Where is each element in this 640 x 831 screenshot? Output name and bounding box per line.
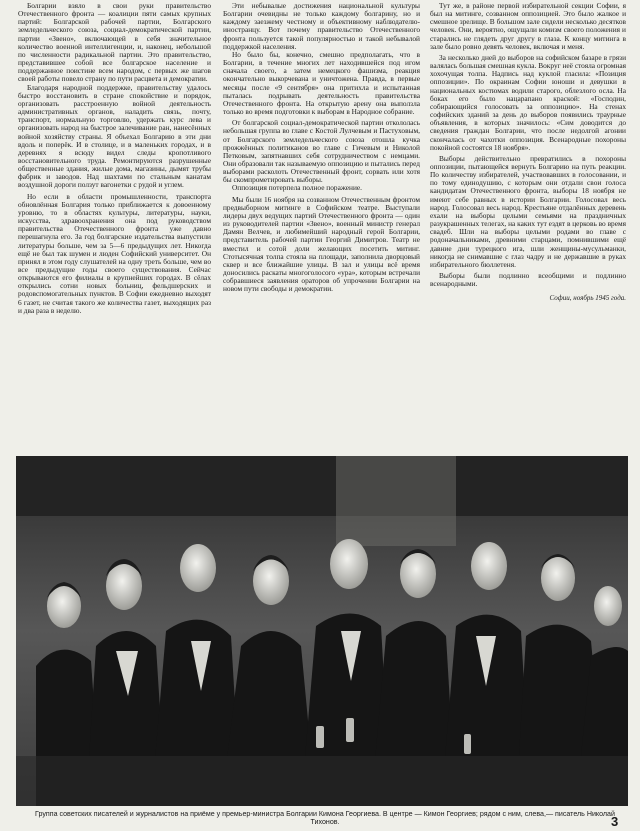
- paragraph: Но если в области промышленности, транспорта обновлённая Болгария только приближается к довоенному уровню, то в областях культуры, литературы, науки, искусства, здравоохранения она под руководством правительства Отечественного фронта уже давно перешагнула его. За год болгарские издательства выпустили литературы больше, чем за 5—6 предыдущих лет. Никогда ещё не был так шумен и люден Софийский университет. Он принял в этом году слушателей на одну треть больше, чем во все предыдущие годы своего существования. Сейчас открываются его филиалы в крупнейших городах. В сёлах открылись сотни новых больниц, фельдшерских и родовспомогательных пунктов. В Софии ежедневно выходят 6 газет, не считая такого же количества газет, выходящих раз и два раза в неделю.: [18, 191, 211, 315]
- article-column-1: [18, 2, 211, 315]
- article-column-2: [223, 2, 420, 293]
- paragraph: Выборы были подлинно всеобщими и подлинно всенародными.: [430, 271, 626, 289]
- paragraph: Оппозиция потерпела полное поражение.: [232, 183, 363, 193]
- group-photograph: [16, 456, 628, 806]
- paragraph: От болгарской социал-демократической партии откололась небольшая группа во главе с Костой Лулчевым и Пастуховым, от Болгарского земледельческого союза отошла кучка прожжённых политиканов во главе с Гичевым и Николой Петковым, запятнавших себя сотрудничеством с немцами. Они образовали так называемую оппозицию и пытались перед выборами расколоть Отечественный фронт, сорвать или хотя бы скомпрометировать выборы.: [223, 118, 420, 185]
- paragraph: Благодаря народной поддержке, правительству удалось быстро восстановить в стране спокойствие и порядок, организовать расстроенную войной деятельность административных органов, наладить связь, почту, транспорт, нормальную торговлю, удержать курс лева и организовать народ на быстрое залечивание ран, нанесённых войной хозяйству страны. Я объехал Болгарию в эти дни вдоль и поперёк. И в столице, и в маленьких городах, и в деревнях я всюду видел следы кропотливого восстановительного труда. Ремонтируются разрушенные общественные здания, жилые дома, магазины, дымят трубы фабрик и заводов. Над шахтами по стальным канатам воздушной дороги ползут вагонетки с рудой и углем.: [18, 82, 211, 190]
- paragraph: Тут же, в районе первой избирательной секции Софии, я был на митинге, созванном оппозицией. Это было жалкое и смешное зрелище. В большом зале сидели несколько десятков человек. Они, вероятно, ощущали комизм своего положения и старались не глядеть друг другу в глаза. К концу митинга в зале было ровно девять человек, включая и меня.: [430, 1, 626, 51]
- paragraph: Выборы действительно превратились в похороны оппозиции, пытающейся вернуть Болгарию на путь реакции. По количеству избирателей, участвовавших в голосовании, и по тому единодушию, с которым они отдали свои голоса кандидатам Отечественного фронта, выборы 18 ноября не имеют себе равных в истории Болгарии. Голосовал весь народ. Голосовал весь народ. Крестьяне отдалённых деревень ехали на выборы целыми семьями на праздничных разукрашенных телегах, на каких тут ездят в церковь во время свадеб. Шли на выборы целыми родами во главе с родоначальниками, древними старцами, помнившими ещё давние дни турецкого ига, шли женщины-мусульманки, никогда не снимавшие с глаз чадру и не державшие в руках избирательного бюллетеня.: [430, 153, 626, 269]
- photo-illustration: [16, 456, 628, 806]
- paragraph: Мы были 16 ноября на созванном Отечественным фронтом предвыборном митинге в Софийском театре. Выступали лидеры двух ведущих партий Отечественного фронта — один из руководителей партии «Звено», военный министр генерал Дамян Велчев, и любимейший народный герой Болгарии, представитель рабочей партии Георгий Димитров. Театр не вместил и сотой доли желающих посетить митинг. Стотысячная толпа стояла на площади, заполнила дворцовый сквер и все ближайшие улицы. В зал и улицы всё время доносились раскаты многоголосого «ура», которым встречали собравшиеся заявления ораторов об упрочении Болгарии на новом пути свободы и демократии.: [223, 194, 420, 294]
- paragraph: Болгарии взяло в свои руки правительство Отечественного фронта — коалиции пяти самых крупных партий: Болгарской рабочей партии, Болгарского земледельческого союза, социал-демократической партии, партии «Звено», включающей в себя значительное количество военной интеллигенции, и, наконец, небольшой по численности радикальной партии. Это правительство, представившее собой все болгарское население и поддержанное поистине всем народом, с первых же шагов своей работы повело страну по пути расцвета и демократии.: [18, 1, 211, 84]
- paragraph: За несколько дней до выборов на софийском базаре в грязи валялась большая смешная кукла. Вокруг неё стояла огромная хохочущая толпа. Надпись над куклой гласила: «Позиция оппозиции». По окраинам Софии юноши и девушки в национальных костюмах водили старого, облезлого осла. На боках его было нацарапано краской: «Господин, собирающийся голосовать за оппозицию». На стенах софийских зданий за день до выборов появились траурные объявления, в которых значилось: «Сим доводится до сведения граждан Болгарии, что после недолгой агонии скончалась от чахотки оппозиция. Всенародные похороны покойной состоятся 18 ноября».: [430, 52, 626, 152]
- paragraph: Эти небывалые достижения национальной культуры Болгарии очевидны не только каждому болгарину, но и каждому заезжему честному и объективному наблюдателю-иностранцу. Вот почему правительство Отечественного фронта пользуется такой популярностью и такой небывалой поддержкой населения.: [223, 1, 420, 51]
- article-column-3: [430, 2, 626, 302]
- photo-caption: Группа советских писателей и журналистов на приёме у премьер-министра Болгарии Кимона Георгиева. В центре — Кимон Георгиев; рядом с ним, слева,— писатель Николай Тихонов.: [35, 810, 615, 827]
- page-number: 3: [611, 814, 619, 829]
- article-signature: Софии, ноябрь 1945 года.: [549, 294, 626, 303]
- paragraph: Но было бы, конечно, смешно предполагать, что в Болгарии, в течение многих лет находившейся под игом сначала своего, а затем немецкого фашизма, реакция окончательно выкорчевана и уничтожена. Правда, в первые месяцы после «9 сентября» она притихла и испытанная пыталась подрывать деятельность правительства Отечественного фронта. На открытую арену она выползла только во время подготовки к выборам в Народное собрание.: [223, 49, 420, 117]
